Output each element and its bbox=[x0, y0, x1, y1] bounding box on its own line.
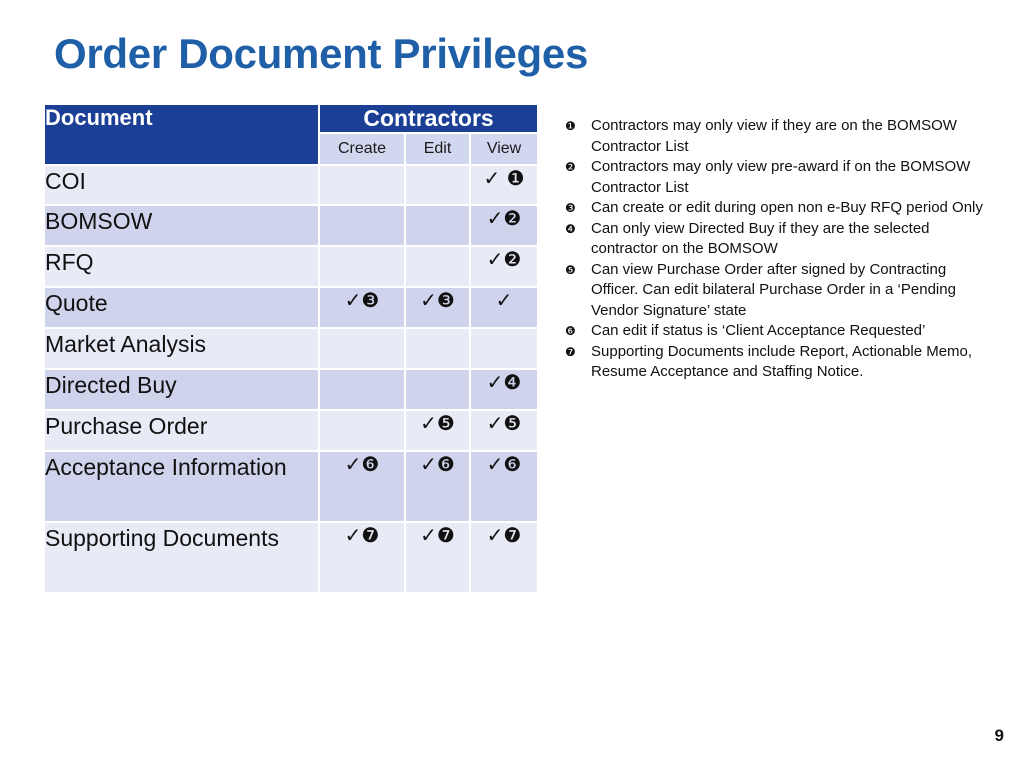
document-cell: Purchase Order bbox=[44, 410, 319, 451]
edit-cell: ✓❺ bbox=[405, 410, 470, 451]
footnote-text: Contractors may only view pre-award if on the BOMSOW Contractor List bbox=[591, 158, 971, 196]
view-cell: ✓❺ bbox=[470, 410, 538, 451]
create-cell bbox=[319, 205, 405, 246]
view-cell: ✓❹ bbox=[470, 369, 538, 410]
view-cell: ✓❷ bbox=[470, 205, 538, 246]
edit-cell bbox=[405, 205, 470, 246]
create-cell: ✓❼ bbox=[319, 522, 405, 593]
footnotes-list bbox=[565, 116, 985, 383]
privileges-table bbox=[43, 103, 539, 594]
create-cell bbox=[319, 328, 405, 369]
create-cell bbox=[319, 369, 405, 410]
document-cell: Directed Buy bbox=[44, 369, 319, 410]
edit-cell bbox=[405, 165, 470, 205]
footnote-text: Contractors may only view if they are on the BOMSOW Contractor List bbox=[591, 117, 957, 155]
document-cell: BOMSOW bbox=[44, 205, 319, 246]
document-cell: Market Analysis bbox=[44, 328, 319, 369]
header-document: Document bbox=[44, 104, 319, 165]
list-item bbox=[565, 342, 985, 383]
edit-cell bbox=[405, 328, 470, 369]
create-cell: ✓❸ bbox=[319, 287, 405, 328]
edit-cell: ✓❼ bbox=[405, 522, 470, 593]
document-cell: Quote bbox=[44, 287, 319, 328]
view-cell: ✓❼ bbox=[470, 522, 538, 593]
footnote-text: Can edit if status is ‘Client Acceptance Requested’ bbox=[591, 322, 926, 339]
subheader-view: View bbox=[470, 133, 538, 165]
footnote-text: Supporting Documents include Report, Actionable Memo, Resume Acceptance and Staffing Notice. bbox=[591, 342, 973, 380]
view-cell: ✓❷ bbox=[470, 246, 538, 287]
view-cell: ✓❻ bbox=[470, 451, 538, 522]
table-row bbox=[44, 328, 538, 369]
list-item bbox=[565, 157, 985, 198]
table-row bbox=[44, 205, 538, 246]
edit-cell: ✓❻ bbox=[405, 451, 470, 522]
footnote-text: Can view Purchase Order after signed by Contracting Officer. Can edit bilateral Purchase Order in a ‘Pending Vendor Signature’ state bbox=[591, 260, 956, 319]
footnote-marker: ❼ bbox=[565, 344, 576, 359]
header-contractors: Contractors bbox=[319, 104, 538, 133]
list-item bbox=[565, 260, 985, 322]
document-cell: Acceptance Information bbox=[44, 451, 319, 522]
table-row bbox=[44, 451, 538, 522]
footnote-marker: ❹ bbox=[565, 221, 576, 236]
view-cell: ✓ bbox=[470, 287, 538, 328]
table-row bbox=[44, 165, 538, 205]
list-item bbox=[565, 321, 985, 342]
document-cell: COI bbox=[44, 165, 319, 205]
create-cell bbox=[319, 165, 405, 205]
table-row bbox=[44, 287, 538, 328]
footnote-marker: ❻ bbox=[565, 324, 576, 338]
list-item bbox=[565, 219, 985, 260]
footnote-text: Can create or edit during open non e-Buy RFQ period Only bbox=[591, 199, 983, 216]
footnote-marker: ❺ bbox=[565, 262, 576, 277]
document-cell: RFQ bbox=[44, 246, 319, 287]
footnote-marker: ❷ bbox=[565, 160, 576, 174]
subheader-create: Create bbox=[319, 133, 405, 165]
table-row bbox=[44, 369, 538, 410]
footnote-marker: ❸ bbox=[565, 201, 576, 215]
footnote-marker: ❶ bbox=[565, 119, 576, 133]
page-number: 9 bbox=[994, 726, 1004, 745]
footnote-text: Can only view Directed Buy if they are the selected contractor on the BOMSOW bbox=[591, 219, 930, 257]
create-cell bbox=[319, 246, 405, 287]
document-cell: Supporting Documents bbox=[44, 522, 319, 593]
table-row bbox=[44, 410, 538, 451]
page-title: Order Document Privileges bbox=[54, 30, 589, 77]
create-cell: ✓❻ bbox=[319, 451, 405, 522]
edit-cell bbox=[405, 246, 470, 287]
subheader-edit: Edit bbox=[405, 133, 470, 165]
edit-cell bbox=[405, 369, 470, 410]
view-cell: ✓ ❶ bbox=[470, 165, 538, 205]
list-item bbox=[565, 198, 985, 219]
list-item bbox=[565, 116, 985, 157]
table-row bbox=[44, 522, 538, 593]
table-row bbox=[44, 246, 538, 287]
edit-cell: ✓❸ bbox=[405, 287, 470, 328]
create-cell bbox=[319, 410, 405, 451]
view-cell bbox=[470, 328, 538, 369]
